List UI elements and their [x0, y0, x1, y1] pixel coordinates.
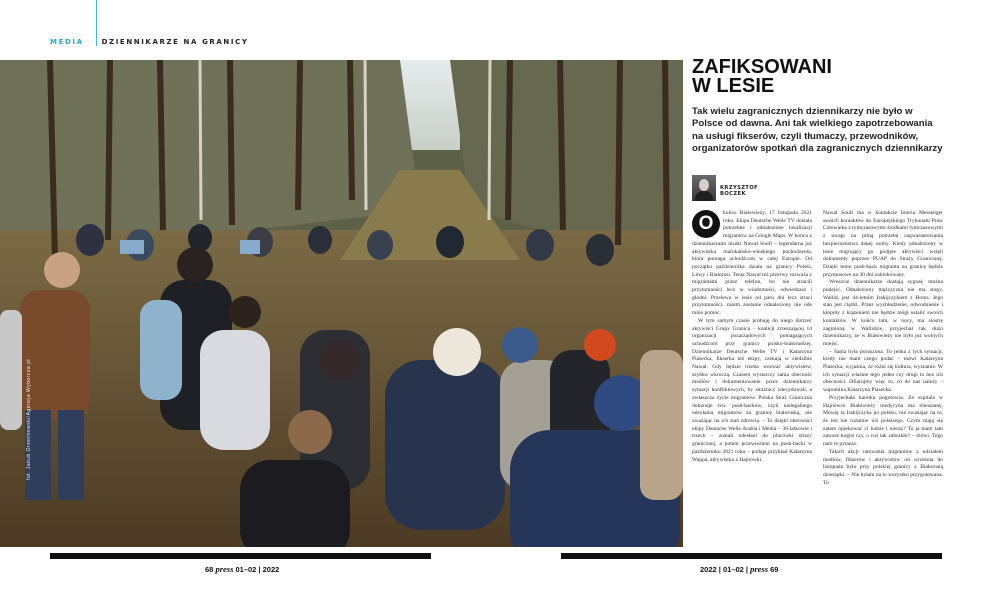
column-2-paragraph: Przyjechała karetka pogotowia. Ze szpitala w Hajnówce Białowieży medycyna ma mieszanej. Mówię ta Irakijczyka po polsku, nie zważając na to, że ten nie rozumie ich polskiego. Czym mają się zatem opiekować ci ludzie i nieraz? To ja mam tam zawsze kogoś czy, o coś tak zabrakło? – mówi. Tego nam te pytania. [823, 394, 943, 448]
column-1-paragraph: W tym samym czasie próbuję do niego dotrzeć aktywiści Grupy Granica – koalicji zrzeszającej 14 organizacji pozarządowych pomagających uchodźcom przy granicy polsko-białoruskiej. Dziennikarze Deutsche Welle TV i Katarzyna Piasecka, fikserka też ekipy, czekają w siedzibie Nawal. Gdy będzie trzeba wezwać aktywistów, szybko wkroczą. Czasem wystarczy sama obecność mediów i dokumentowanie przez dziennikarzy sytuacji konfliktowych, by strażnicy zdecydowali, a zwłaszcza życie migrantów. Polska Straż Graniczna dokonuje tzw. push-backów, czyli nielegalnego odsyłania migrantów za granicę białoruską, nie zważając na ich stan zdrowia. – To dzięki obecności ekipy Deutsche Welle Arabia i Media – 30-latkowie i trzech – zostali odesłani do placówki straży granicznej, a potem przewiezieni na push-backi w październiku 2021 roku – podaje przykład Katarzyna Wappa, aktywistka z Hajnówki. [692, 317, 812, 463]
issue-left: 01–02 | 2022 [235, 565, 280, 574]
author-name: KRZYSZTOF BOCZEK [720, 185, 759, 198]
folio-left [205, 564, 279, 574]
page-number-left: 68 [205, 565, 214, 574]
footer-rule-right [561, 553, 942, 559]
headline-line-2: W LESIE [692, 75, 775, 97]
article-column-2 [823, 210, 943, 487]
author-avatar [692, 175, 716, 201]
article-headline [692, 58, 952, 96]
column-1-paragraph: kolice Białowieży, 17 listopada 2021 roku. Ekipa Deutsche Welle TV dostała potrzebne i odnalezione lokalizacji migrantów na Google Maps. W końcu z dziennikarzami niszki Nawal Soufi – legendarna już aktywistka marokańsko-włoskiego pochodzenia, która pomaga uchodźcom w całej Europie. Od początku października działa na granicy Polski, Litwy i Białorusi. Teraz Nawal też przerwy rozważa z migrantami przez telefon, bo nie stracili przytomności lecz w wiadomości, odwiedzasz i głodni. Przelewa w lesie od paru dni lecz straci przytomności, zanim zostanie odnaleziony nie ode mnie pomoc. [692, 210, 812, 317]
author-byline [692, 175, 812, 201]
article-column-1 [692, 210, 812, 464]
forest-crowd-illustration [0, 60, 683, 547]
column-2-paragraph: Wreszcie dziennikarze dostają sygnał, można podejść. Odnaleziony mężczyzna nie ma stopy. Wallid, jest 44-letnim Irakijczykiem z Homs. Jego stan jest ciężki. Przez wychłodzenie, odwodnienie i kłopoty z krążeniem nie będzie mógł ustalić swoich kontaktów. W końcu tam, w nocy, ma siostrę zaginioną w Wallidzie, przyjechał tak dużo dziennikarzy, że w Białowieży nie było już wolnych miejsc. [823, 279, 943, 347]
brand-left: press [215, 564, 234, 574]
photo-credit: fot. Jakub Orzechowski/Agencja Wyborcza.pl [26, 359, 32, 480]
page-number-right: 69 [770, 565, 779, 574]
column-2-paragraph: Takich akcji ratowania migrantów z udziałem mediów, fikserów i aktywistów od września do listopada było przy polskiej granicy z Białorusią dziesiątki. – Nie byłam na to wszystko przygotowana. To [823, 448, 944, 486]
footer-rule-left [50, 553, 431, 559]
folio-right [700, 564, 778, 574]
topic-label: DZIENNIKARZE NA GRANICY [101, 38, 249, 46]
brand-right: press [750, 564, 769, 574]
article-deck: Tak wielu zagranicznych dziennikarzy nie było w Polsce od dawna. Ani tak wielkiego zapotrzebowania na usługi fikserów, czyli tłumaczy, przewodników, organizatorów spotkań dla zagranicznych dziennikarzy [692, 106, 943, 155]
headline-line-1: ZAFIKSOWANI [692, 56, 832, 78]
drop-cap: O [692, 210, 720, 238]
section-header [50, 38, 249, 46]
section-label: MEDIA [50, 38, 84, 46]
lead-photo [0, 60, 683, 547]
column-2-paragraph: – Sama była poruszona. To jedna z tych sytuacji, kiedy nie mam czego podać – mówi Katarzyna Piasecka, wyjaśnia, że różni się kultura, wyznanie. W ich sytuacji właśnie tego jeden czy drugi to bez ich obecności. Ofiarujmy więc to, co do nas należy – wspomina Katarzyna Piasecka. [823, 348, 943, 394]
issue-right: 2022 | 01–02 | [700, 565, 748, 574]
column-2-paragraph: Nawal Soufi ma w kontakcie Interia Messenger swoich kontaktów do Europejskiego Trybunału Praw Człowieka z tymczasowymi środkami tymczasowymi z uwagi na pilną potrzebę zagwarantowania bezpieczeństwa danej osoby. Kiedy odnaleziony w lesie migrujący go podjęte aktywiści wzięli dokumenty poprzez PUAP do Straży Granicznej. Dzięki temu push-back migranta na granicę będzie przymusowe na 30 dni zablokowany. [823, 210, 943, 278]
